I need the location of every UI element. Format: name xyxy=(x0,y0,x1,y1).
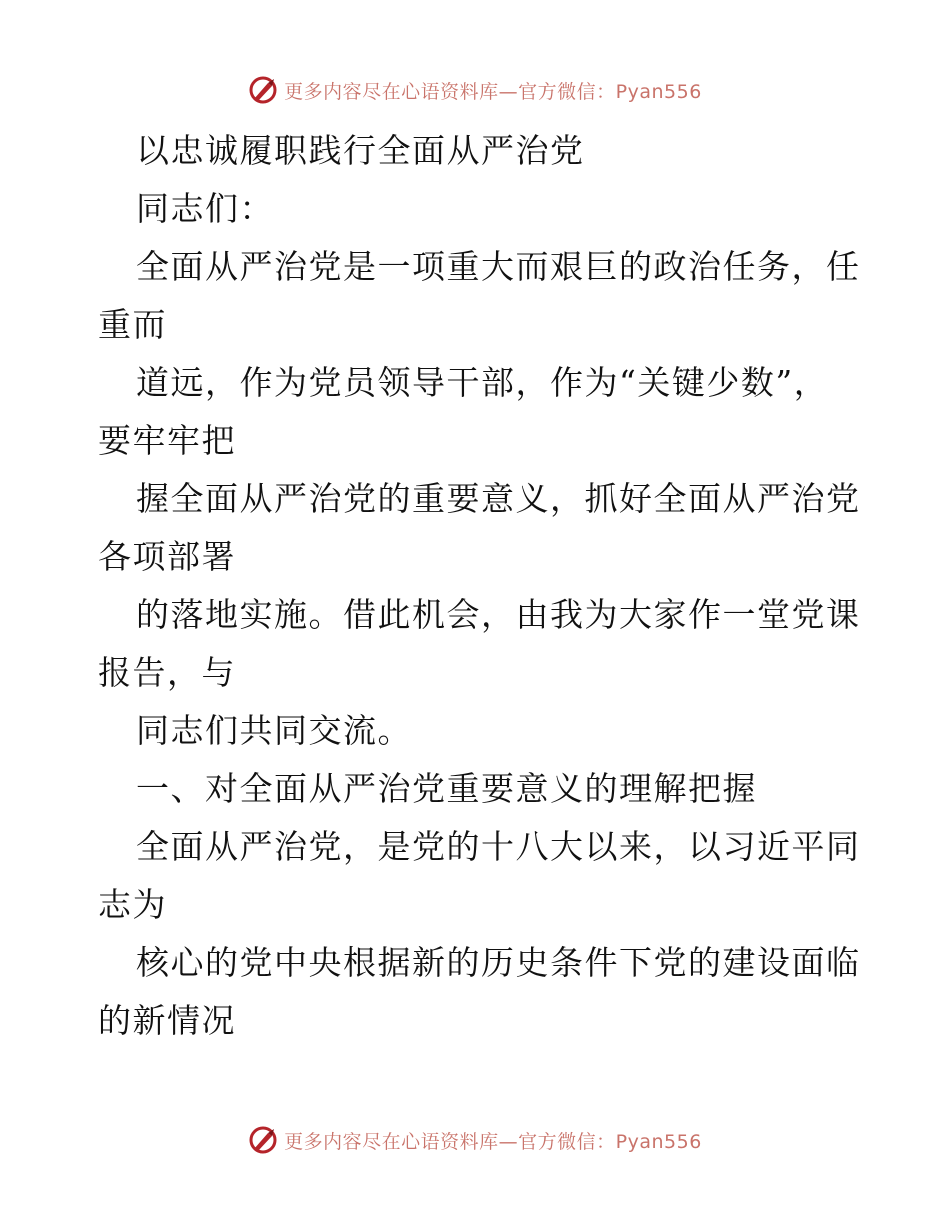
text-line: 同志们： xyxy=(136,189,274,228)
text-line: 报告，与 xyxy=(98,653,236,692)
text-line: 一、对全面从严治党重要意义的理解把握 xyxy=(136,769,757,808)
text-line: 各项部署 xyxy=(98,537,236,576)
text-line: 同志们共同交流。 xyxy=(136,711,412,750)
text-line: 握全面从严治党的重要意义，抓好全面从严治党 xyxy=(136,479,861,518)
document-body xyxy=(98,122,861,1050)
text-line: 全面从严治党，是党的十八大以来，以习近平同 xyxy=(136,827,861,866)
text-line: 核心的党中央根据新的历史条件下党的建设面临 xyxy=(136,943,861,982)
document-paragraphs xyxy=(98,180,861,1050)
pen-logo-icon xyxy=(248,75,278,105)
text-line: 要牢牢把 xyxy=(98,421,236,460)
footer-watermark-banner xyxy=(0,1120,950,1160)
text-line: 道远，作为党员领导干部，作为“关键少数”， xyxy=(136,363,829,402)
watermark-text: 更多内容尽在心语资料库—官方微信：Pyan556 xyxy=(284,1130,702,1153)
text-line: 重而 xyxy=(98,305,167,344)
header-watermark-banner xyxy=(0,70,950,110)
text-line: 的新情况 xyxy=(98,1001,236,1040)
text-line: 志为 xyxy=(98,885,167,924)
watermark-text: 更多内容尽在心语资料库—官方微信：Pyan556 xyxy=(284,80,702,103)
text-line: 的落地实施。借此机会，由我为大家作一堂党课 xyxy=(136,595,861,634)
document-title: 以忠诚履职践行全面从严治党 xyxy=(136,131,585,170)
text-line: 全面从严治党是一项重大而艰巨的政治任务，任 xyxy=(136,247,861,286)
pen-logo-icon xyxy=(248,1125,278,1155)
